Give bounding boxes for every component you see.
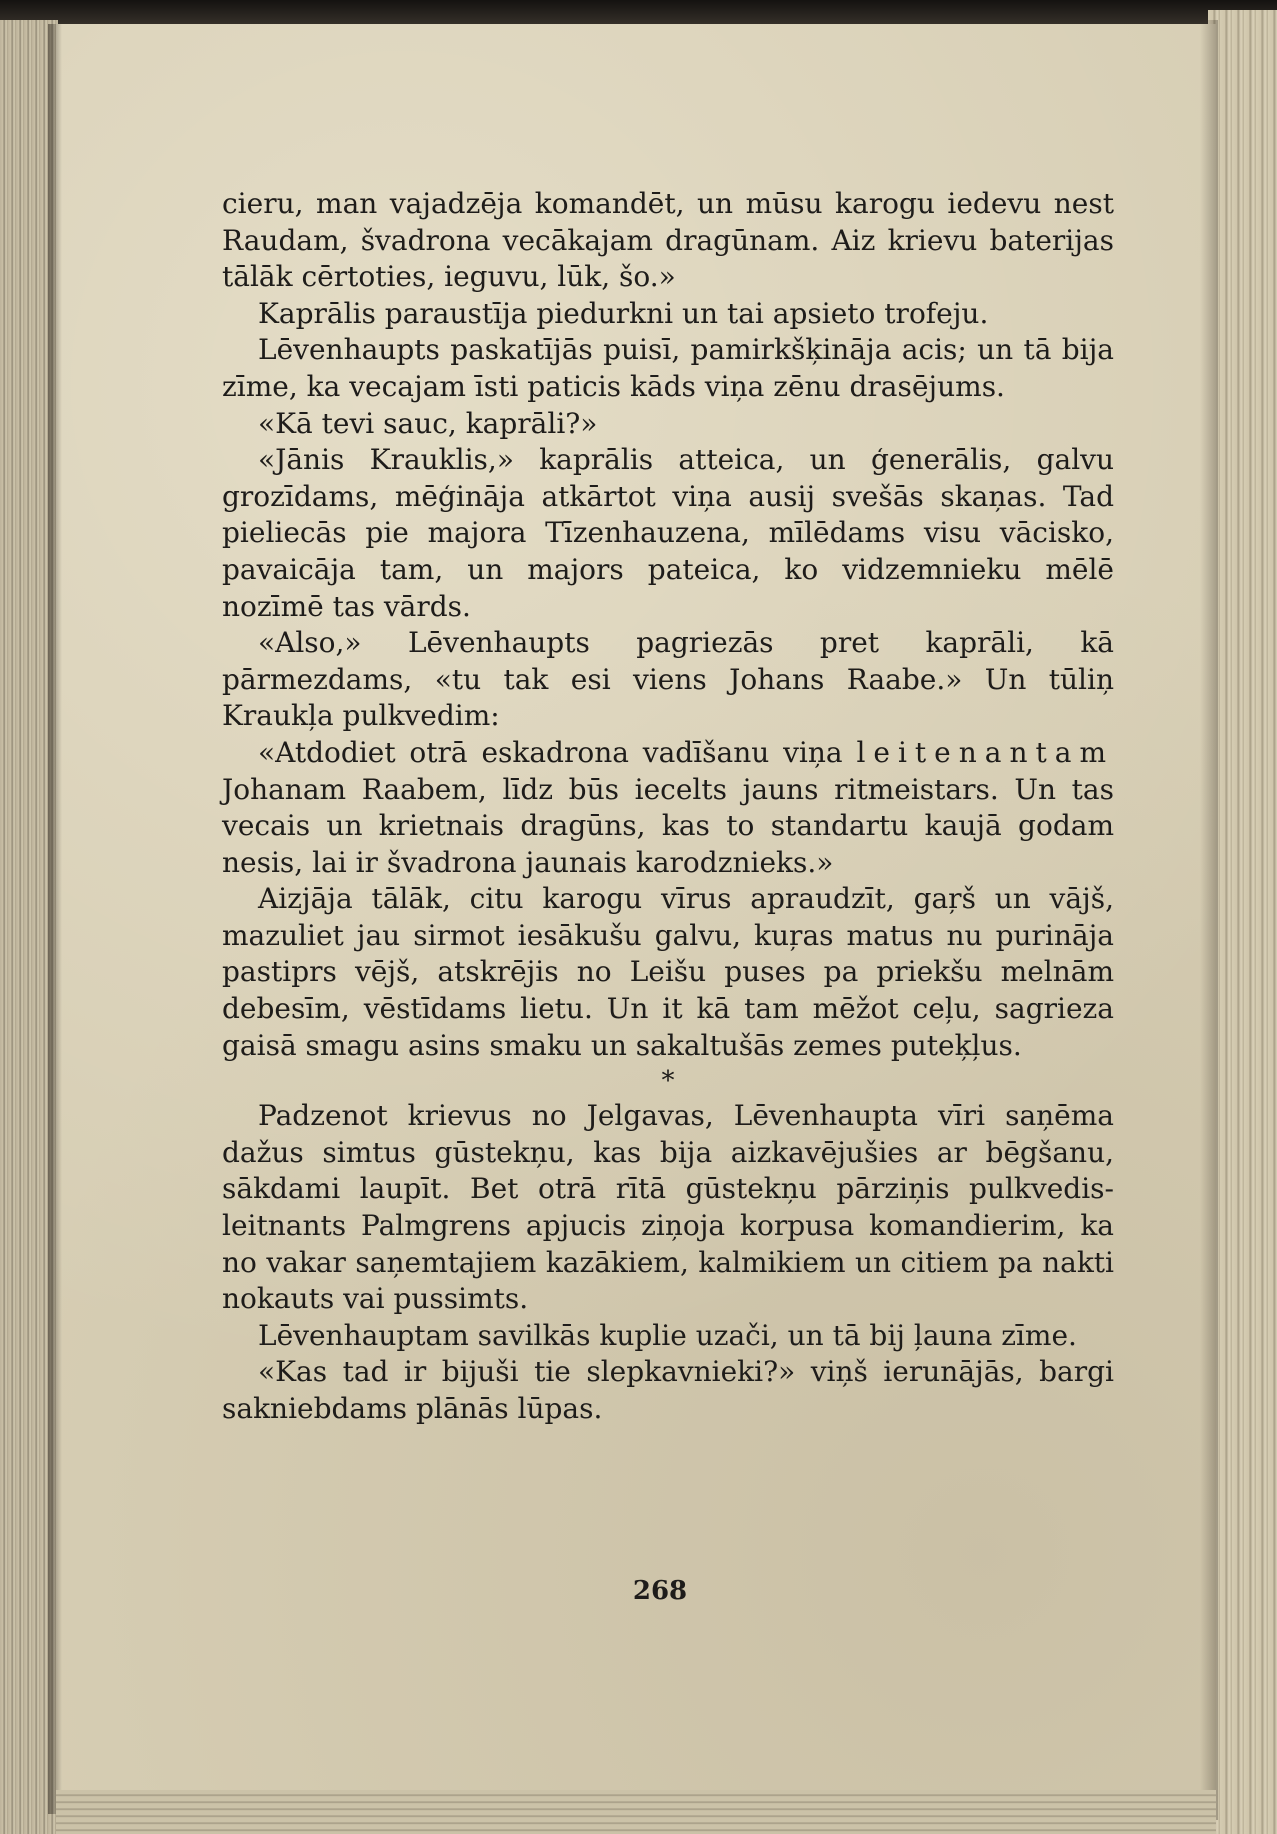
paragraph: «Jānis Krauklis,» kaprālis atteica, un ģenerālis, galvu grozīdams, mēģināja atkārtot viņa ausij svešās skaņas. Tad pieliecās pie majora Tīzenhauzena, mīlēdams visu vācisko, pavaicāja tam, un majors pateica, ko vidzemnieku mēlē nozīmē tas vārds. xyxy=(222,443,1114,623)
paragraph: Padzenot krievus no Jelgavas, Lēvenhaupta vīri saņēma dažus simtus gūstekņu, kas bija aizkavējušies ar bēgšanu, sākdami laupīt. Bet otrā rītā gūstekņu pārziņis pulkvedis-leitnants Palmgrens apjucis ziņoja korpusa komandierim, ka no vakar saņemtajiem kazākiem, kalmikiem un citiem pa nakti nokauts vai pussimts. xyxy=(222,1099,1114,1316)
right-page-stack xyxy=(1208,10,1277,1834)
paragraph: Lēvenhauptam savilkās kuplie uzači, un tā bij ļauna zīme. xyxy=(258,1318,1077,1352)
section-separator: * xyxy=(661,1066,675,1097)
paragraph: «Also,» Lēvenhaupts pagriezās pret kaprāli, kā pārmezdams, «tu tak esi viens Johans Raabe.» Un tūliņ Kraukļa pulkvedim: xyxy=(222,626,1114,733)
binding-shadow xyxy=(48,24,62,1814)
paragraph: Aizjāja tālāk, citu karogu vīrus apraudzīt, gaŗš un vājš, mazuliet jau sirmot iesākušu galvu, kuŗas matus nu purināja pastiprs vējš, atskrējis no Leišu puses pa priekšu melnām debesīm, vēstīdams lietu. Un it kā tam mēžot ceļu, sagrieza gaisā smagu asins smaku un sakaltušās zemes puteķļus. xyxy=(222,882,1114,1062)
paragraph-text: Johanam Raabem, līdz būs iecelts jauns ritmeistars. Un tas vecais un krietnais dragūns, kas to standartu kaujā godam nesis, lai ir švadrona jaunais karodznieks.» xyxy=(222,772,1114,879)
paragraph: «Kā tevi sauc, kaprāli?» xyxy=(258,406,598,440)
paragraph: Kaprālis paraustīja piedurkni un tai apsieto trofeju. xyxy=(258,296,989,330)
paragraph: «Kas tad ir bijuši tie slepkavnieki?» viņš ierunājās, bargi sakniebdams plānās lūpas. xyxy=(222,1355,1114,1425)
paragraph: Lēvenhaupts paskatījās puisī, pamirkšķināja acis; un tā bija zīme, ka vecajam īsti paticis kāds viņa zēnu drasējums. xyxy=(222,333,1114,403)
paragraph-text: «Atdodiet otrā eskadrona vadīšanu viņa xyxy=(258,735,857,769)
page-text xyxy=(222,186,1114,1428)
paragraph xyxy=(222,735,1114,881)
page-number: 268 xyxy=(632,1576,688,1606)
emphasized-word: leitenantam xyxy=(856,735,1114,769)
book-bottom-edge xyxy=(56,1790,1216,1834)
page-edge-shadow xyxy=(1200,20,1218,1820)
paragraph: cieru, man vajadzēja komandēt, un mūsu karogu iedevu nest Raudam, švadrona vecākajam dragūnam. Aiz krievu baterijas tālāk cērtoties, ieguvu, lūk, šo.» xyxy=(222,187,1114,294)
